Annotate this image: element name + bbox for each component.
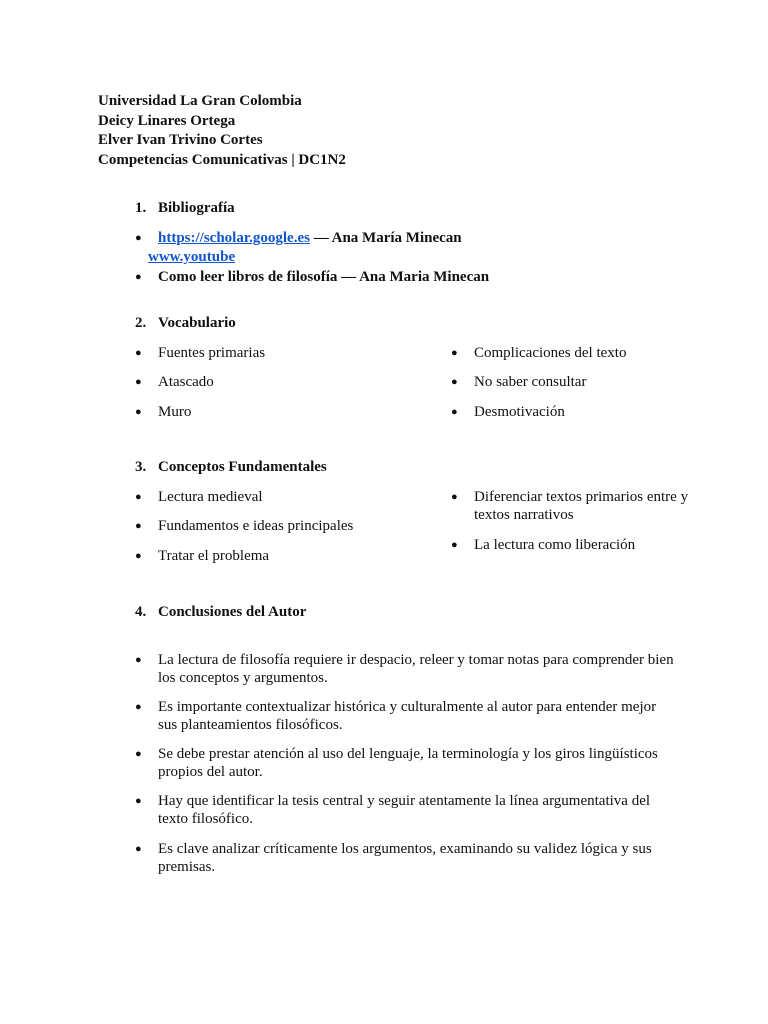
list-item: ● Atascado (135, 374, 214, 390)
list-item: ● Lectura medieval (135, 489, 263, 505)
section-number: 2. (135, 315, 147, 331)
bullet-icon: ● (135, 550, 142, 562)
bullet-icon: ● (135, 271, 142, 283)
bibliography-author: — Ana María Minecan (309, 230, 462, 246)
bullet-icon: ● (451, 406, 458, 418)
list-item: ● Muro (135, 404, 192, 420)
bullet-icon: ● (135, 701, 142, 713)
section-title: Bibliografía (158, 200, 235, 216)
list-item: ● La lectura como liberación (451, 537, 636, 553)
list-item: ● Fundamentos e ideas principales (135, 518, 354, 534)
list-item: ● No saber consultar (451, 374, 587, 390)
section-title: Conceptos Fundamentales (158, 459, 327, 475)
list-item: ● Desmotivación (451, 404, 565, 420)
bullet-icon: ● (451, 376, 458, 388)
list-item: ● La lectura de filosofía requiere ir despacio, releer y tomar notas para comprender bien los conceptos y argumentos. (135, 652, 674, 686)
list-item: ● Tratar el problema (135, 548, 270, 564)
bibliography-item (135, 229, 695, 269)
scholar-link[interactable]: https://scholar.google.es (158, 230, 310, 246)
document-header (98, 92, 346, 170)
bullet-icon: ● (135, 748, 142, 760)
bullet-icon: ● (135, 347, 142, 359)
university-name: Universidad La Gran Colombia (98, 93, 302, 109)
list-item: ● Es clave analizar críticamente los argumentos, examinando su validez lógica y sus premisas. (135, 841, 652, 875)
list-item: ● Fuentes primarias (135, 345, 266, 361)
bullet-icon: ● (135, 406, 142, 418)
author-name: Elver Ivan Trivino Cortes (98, 132, 263, 148)
list-item: ● Hay que identificar la tesis central y seguir atentamente la línea argumentativa del texto filosófico. (135, 793, 651, 827)
section-number: 3. (135, 459, 147, 475)
list-item: ● Diferenciar textos primarios entre y textos narrativos (451, 489, 689, 523)
bullet-icon: ● (135, 795, 142, 807)
bibliography-item (135, 268, 695, 288)
list-item: ● Se debe prestar atención al uso del lenguaje, la terminología y los giros lingüísticos propios del autor. (135, 746, 658, 780)
section-title: Vocabulario (158, 315, 236, 331)
bullet-icon: ● (451, 347, 458, 359)
bullet-icon: ● (135, 491, 142, 503)
bullet-icon: ● (135, 232, 142, 244)
author-name: Deicy Linares Ortega (98, 112, 236, 129)
bullet-icon: ● (135, 843, 142, 855)
section-title: Conclusiones del Autor (158, 604, 307, 620)
bullet-icon: ● (451, 491, 458, 503)
bullet-icon: ● (135, 654, 142, 666)
bullet-icon: ● (451, 539, 458, 551)
bullet-icon: ● (135, 376, 142, 388)
bibliography-text: Como leer libros de filosofía — Ana Maria Minecan (158, 269, 490, 285)
course-name: Competencias Comunicativas | DC1N2 (98, 151, 346, 168)
list-item: ● Es importante contextualizar histórica y culturalmente al autor para entender mejor sus planteamientos filosóficos. (135, 699, 657, 733)
list-item: ● Complicaciones del texto (451, 345, 627, 361)
bullet-icon: ● (135, 520, 142, 532)
section-number: 1. (135, 200, 147, 216)
section-number: 4. (135, 604, 147, 620)
youtube-link[interactable]: www.youtube (148, 249, 236, 265)
